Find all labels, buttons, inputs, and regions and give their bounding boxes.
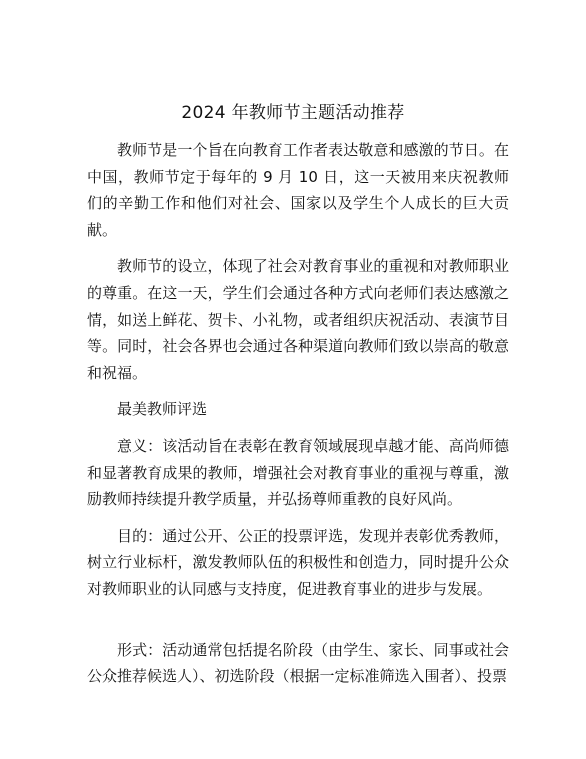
paragraph-significance: 意义：该活动旨在表彰在教育领域展现卓越才能、高尚师德和显著教育成果的教师，增强社会对教育事业的重视与尊重，激励教师持续提升教学质量，并弘扬尊师重教的良好风尚。 xyxy=(87,436,509,509)
paragraph-establishment: 教师节的设立，体现了社会对教育事业的重视和对教师职业的尊重。在这一天，学生们会通过各种方式向老师们表达感激之情，如送上鲜花、贺卡、小礼物，或者组织庆祝活动、表演节目等。同时，社会各界也会通过各种渠道向教师们致以崇高的敬意和祝福。 xyxy=(87,257,509,382)
paragraph-intro: 教师节是一个旨在向教育工作者表达敬意和感激的节日。在中国，教师节定于每年的 9 月 10 日，这一天被用来庆祝教师们的辛勤工作和他们对社会、国家以及学生个人成长的巨大贡献。 xyxy=(87,141,509,239)
paragraph-purpose: 目的：通过公开、公正的投票评选，发现并表彰优秀教师，树立行业标杆，激发教师队伍的积极性和创造力，同时提升公众对教师职业的认同感与支持度，促进教育事业的进步与发展。 xyxy=(87,526,509,598)
document-title: 2024 年教师节主题活动推荐 xyxy=(181,103,405,123)
document-body xyxy=(87,137,509,700)
paragraph-spacer xyxy=(87,613,509,637)
section-heading-best-teacher: 最美教师评选 xyxy=(117,400,208,419)
paragraph-format: 形式：活动通常包括提名阶段（由学生、家长、同事或社会公众推荐候选人）、初选阶段（根据一定标准筛选入围者）、投票 xyxy=(87,640,509,686)
